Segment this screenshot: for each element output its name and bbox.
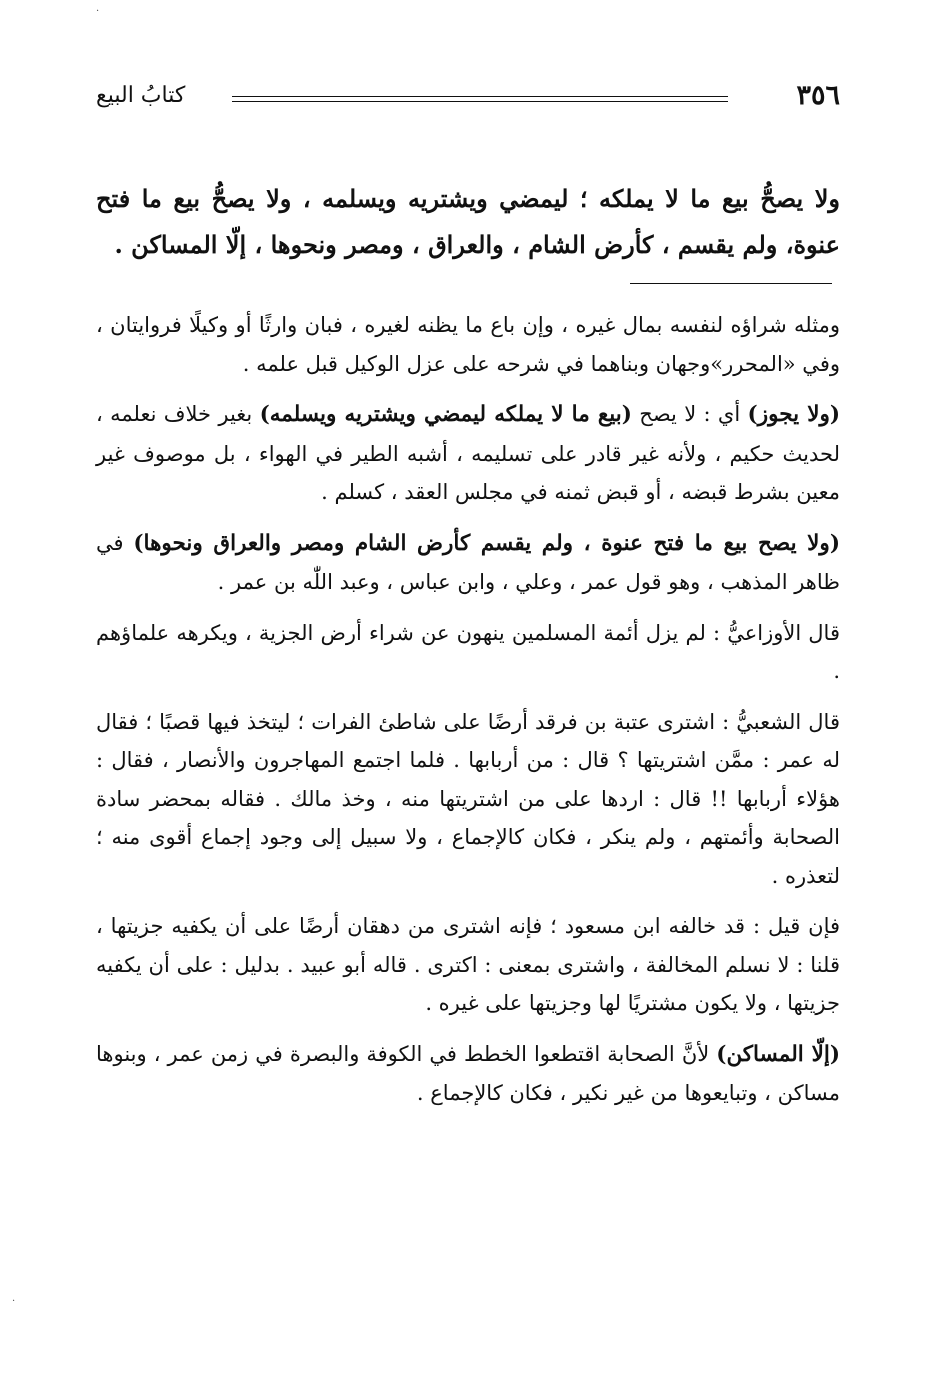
commentary-paragraph-1: [96, 306, 840, 383]
page-number: ٣٥٦: [796, 80, 840, 111]
commentary-paragraph-3: [96, 524, 840, 602]
commentary-paragraph-7: [96, 1035, 840, 1113]
quoted-matn: (ولا يصح بيع ما فتح عنوة ، ولم يقسم كأرض الشام ومصر والعراق ونحوها): [133, 530, 840, 556]
commentary-paragraph-2: [96, 395, 840, 512]
header-rule: [232, 96, 728, 102]
matn-text: ولا يصحُّ بيع ما لا يملكه ؛ ليمضي ويشتريه ويسلمه ، ولا يصحُّ بيع ما فتح عنوة، ولم يقسم ، كأرض الشام ، والعراق ، ومصر ونحوها ، إلّا المساكن .: [96, 184, 840, 259]
page-header: [96, 76, 840, 116]
paragraph-text: قال الشعبيُّ : اشترى عتبة بن فرقد أرضًا على شاطئ الفرات ؛ ليتخذ فيها قصبًا ؛ فقال له عمر : ممَّن اشتريتها ؟ قال : من أربابها . فلما اجتمع المهاجرون والأنصار ، فقال : هؤلاء أربابها !! قال : اردها على من اشتريتها منه ، وخذ مالك . فقاله بمحضر سادة الصحابة وأئمتهم ، ولم ينكر ، فكان كالإجماع ، ولا سبيل إلى وجود إجماع أقوى منه ؛ لتعذره .: [96, 709, 840, 888]
commentary-paragraph-6: [96, 907, 840, 1023]
book-title: كتابُ البيع: [96, 83, 186, 108]
paragraph-text: أي : لا يصح: [631, 402, 748, 426]
quoted-matn: (ولا يجوز): [747, 402, 841, 427]
commentary-paragraph-5: [96, 703, 840, 896]
paragraph-text: قال الأوزاعيُّ : لم يزل أئمة المسلمين ينهون عن شراء أرض الجزية ، ويكرهه علماؤهم .: [96, 620, 840, 683]
commentary-paragraph-4: [96, 614, 840, 691]
paragraph-text: بغير خلاف نعلمه ، لحديث حكيم ، ولأنه غير قادر على تسليمه ، أشبه الطير في الهواء ، بل موصوف غير معين بشرط قبضه ، أو قبض ثمنه في مجلس العقد ، كسلم .: [96, 402, 840, 504]
matn-separator-rule: [630, 283, 832, 284]
paragraph-text: لأنَّ الصحابة اقتطعوا الخطط في الكوفة والبصرة في زمن عمر ، وبنوها مساكن ، وتبايعوها من غير نكير ، فكان كالإجماع .: [96, 1041, 840, 1105]
paragraph-text: فإن قيل : قد خالفه ابن مسعود ؛ فإنه اشترى من دهقان أرضًا على أن يكفيه جزيتها ، قلنا : لا نسلم المخالفة ، واشترى بمعنى : اكترى . قاله أبو عبيد . بدليل : على أن يكفيه جزيتها ، ولا يكون مشتريًا لها وجزيتها على غيره .: [96, 914, 840, 1015]
quoted-matn: (إلّا المساكن): [716, 1041, 840, 1067]
quoted-matn: (بيع ما لا يملكه ليمضي ويشتريه ويسلمه): [259, 402, 632, 427]
paragraph-text: ومثله شراؤه لنفسه بمال غيره ، وإن باع ما يظنه لغيره ، فبان وارثًا أو وكيلًا فروايتان ، وفي «المحرر»وجهان وبناهما في شرحه على عزل الوكيل قبل علمه .: [96, 313, 840, 376]
scan-speck: ·: [96, 6, 100, 17]
paragraph-text: في ظاهر المذهب ، وهو قول عمر ، وعلي ، وابن عباس ، وعبد اللّٰه بن عمر .: [96, 530, 840, 594]
commentary: [96, 306, 840, 1125]
scan-speck: ·: [12, 1296, 16, 1307]
